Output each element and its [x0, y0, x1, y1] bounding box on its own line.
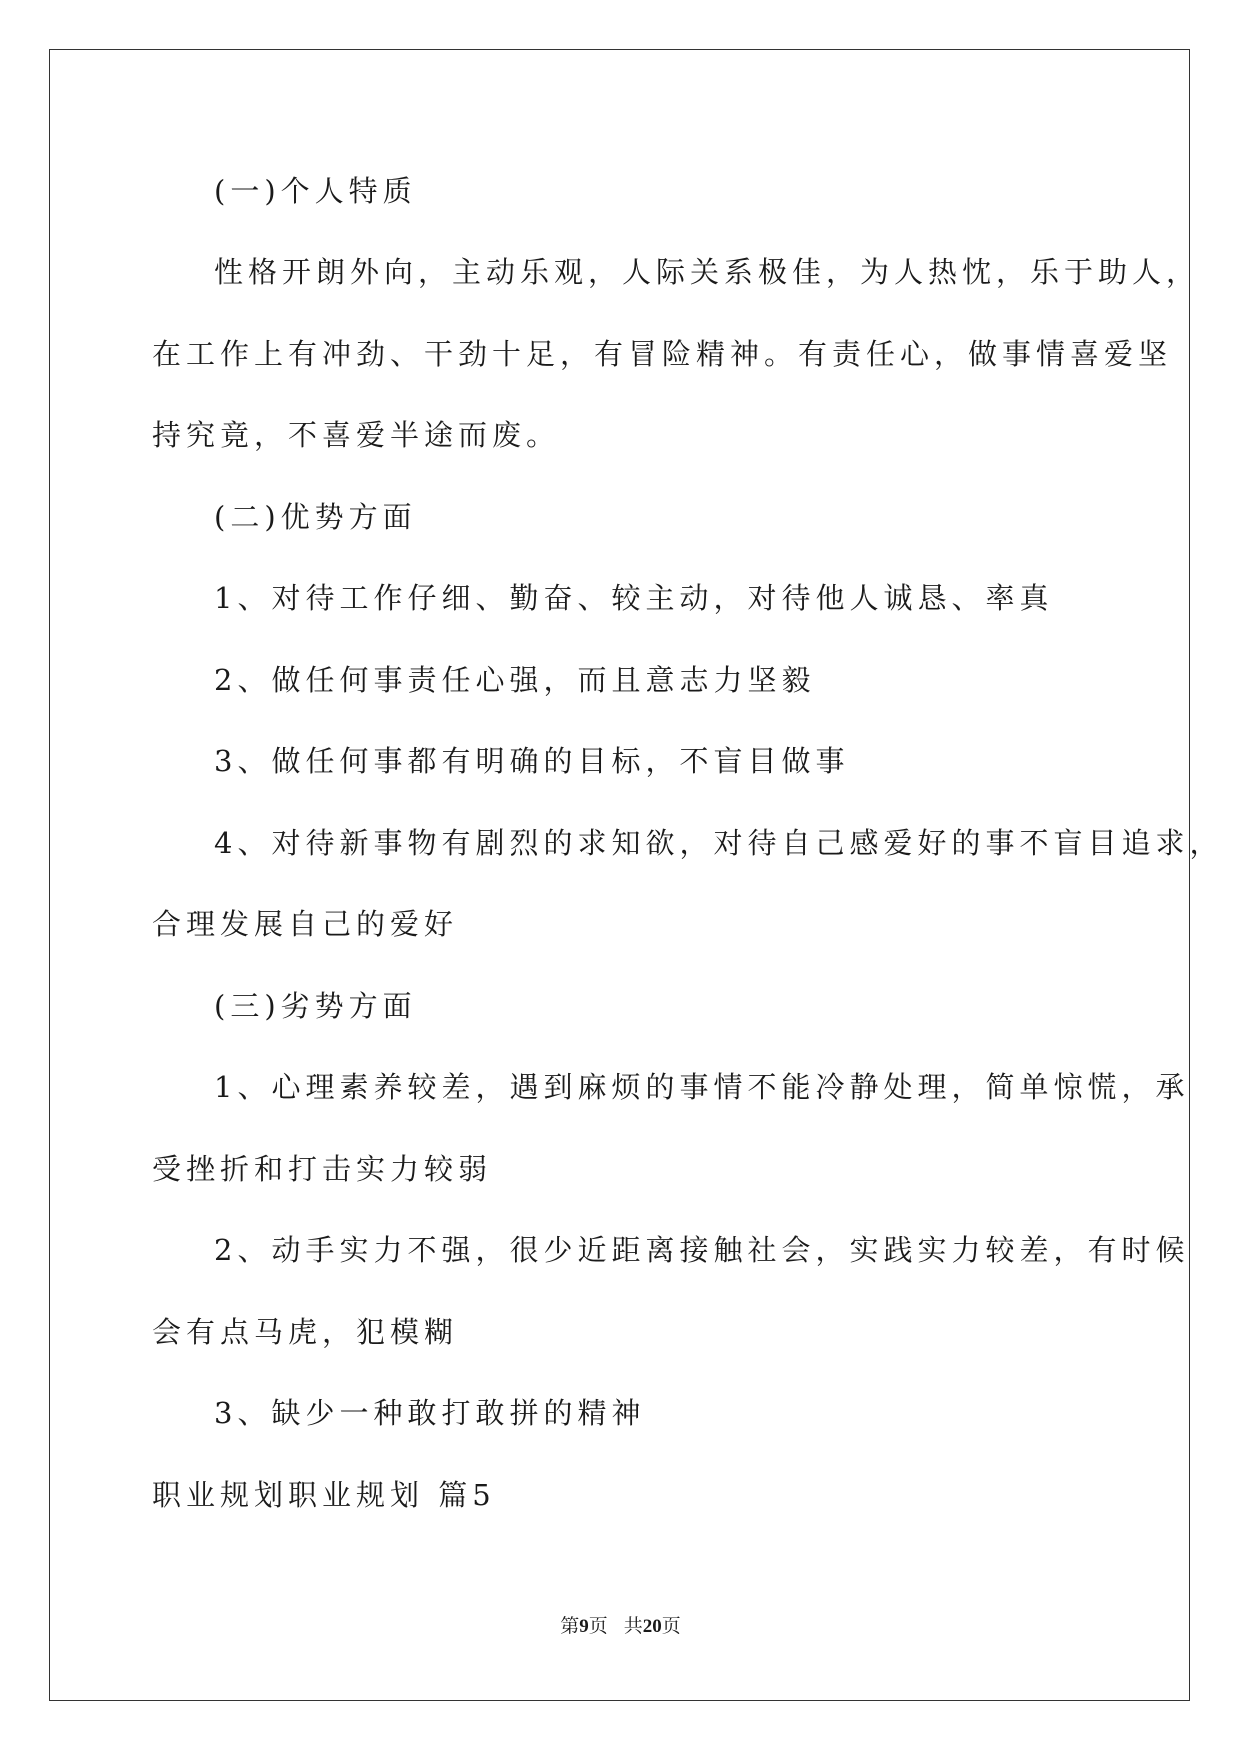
list-item: 3、缺少一种敢打敢拼的精神 — [214, 1396, 646, 1430]
paragraph-line: 合理发展自己的爱好 — [152, 907, 459, 941]
list-item: 1、对待工作仔细、勤奋、较主动，对待他人诚恳、率真 — [214, 581, 1054, 615]
page-number: 9 — [579, 1616, 589, 1637]
list-item: 3、做任何事都有明确的目标，不盲目做事 — [214, 744, 850, 778]
section-heading-weaknesses: (三)劣势方面 — [214, 989, 417, 1023]
list-item: 1、心理素养较差，遇到麻烦的事情不能冷静处理，简单惊慌，承 — [214, 1070, 1190, 1104]
paragraph-line: 受挫折和打击实力较弱 — [152, 1152, 493, 1186]
article-title: 职业规划职业规划 篇5 — [152, 1478, 496, 1512]
paragraph-line: 会有点马虎，犯模糊 — [152, 1315, 459, 1349]
paragraph-line: 持究竟，不喜爱半途而废。 — [152, 418, 561, 452]
section-heading-strengths: (二)优势方面 — [214, 500, 417, 534]
list-item: 4、对待新事物有剧烈的求知欲，对待自己感爱好的事不盲目追求， — [214, 826, 1224, 860]
list-item: 2、做任何事责任心强，而且意志力坚毅 — [214, 663, 816, 697]
section-heading-personal-traits: (一)个人特质 — [214, 174, 417, 208]
total-prefix: 共 — [623, 1616, 643, 1637]
page-suffix: 页 — [588, 1616, 608, 1637]
paragraph-line: 性格开朗外向，主动乐观，人际关系极佳，为人热忱，乐于助人， — [214, 255, 1201, 289]
total-pages: 20 — [642, 1616, 662, 1637]
page-footer — [0, 1615, 1241, 1639]
list-item: 2、动手实力不强，很少近距离接触社会，实践实力较差，有时候 — [214, 1233, 1190, 1267]
paragraph-line: 在工作上有冲劲、干劲十足，有冒险精神。有责任心，做事情喜爱坚 — [152, 337, 1173, 371]
page-prefix: 第 — [560, 1616, 580, 1637]
total-suffix: 页 — [661, 1616, 681, 1637]
page-border — [49, 49, 1190, 1701]
